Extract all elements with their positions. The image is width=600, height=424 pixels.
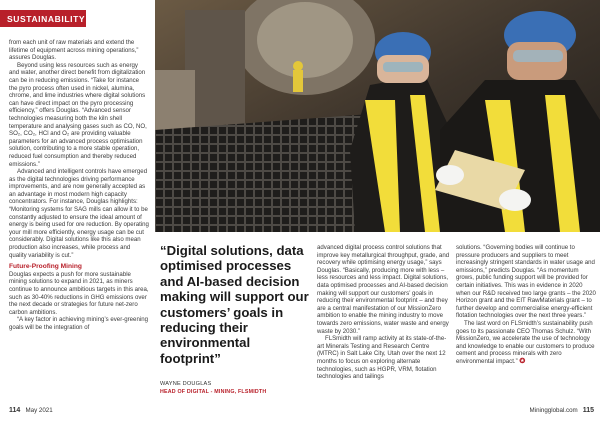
paragraph: Beyond using less resources such as energy and water, another direct benefit from digitalization can be in reducing emissions. “Take for instance the pyro process often used in nickel, alumina, chrome, and lime industries where digital solutions can have direct impact on the pyro processing efficiency,” offers Douglas. “Advanced sensor technologies measuring both the kiln shell temperature and analysing gases such as CO, NO, SO₂, CO₂, HCl and O₂ are providing valuable parameters for an advanced process optimisation solution, contributing to a more stable operation, reduced fuel consumption and thereby reduced emissions.” xyxy=(9,61,147,168)
page-number-right: 115 xyxy=(582,407,594,414)
site-name[interactable]: Miningglobal.com xyxy=(529,407,578,414)
page-number-left: 114 xyxy=(9,407,21,414)
paragraph: solutions. “Governing bodies will continue to pressure producers and suppliers to meet increasingly stringent standards in water usage and emissions,” predicts Douglas. “As momentum grows, public funding support will be provided for certain initiatives. This was in evidence in 2020 when our R&D received two large grants – the 2020 Horizon grant and the EIT RawMaterials grant – to further develop and commercialise energy-efficient flotation technologies over the next three years.” xyxy=(456,244,596,320)
paragraph: Douglas expects a push for more sustainable mining solutions to expand in 2021, as miners continue to announce ambitious targets in this area, such as 30-40% reductions in GHG emissions over the next decade or strategies for future net-zero carbon ambitions. xyxy=(9,270,149,316)
article-column-1 xyxy=(9,39,149,332)
paragraph: “A key factor in achieving mining’s ever-greening goals will be the integration of xyxy=(9,316,148,331)
footer-left xyxy=(9,407,53,414)
subheading: Future-Proofing Mining xyxy=(9,263,82,271)
paragraph xyxy=(456,320,596,366)
paragraph-text: The last word on FLSmidth’s sustainability push goes to its passionate CEO Thomas Schulz. “With MissionZero, we accelerate the use of technology and knowledge to enable our customers to produce cement and process minerals with zero environmental impact.” xyxy=(456,319,595,365)
quote-author-role: HEAD OF DIGITAL - MINING, FLSMIDTH xyxy=(160,389,267,395)
workers-photo-illustration xyxy=(155,0,600,232)
section-label: SUSTAINABILITY xyxy=(0,10,86,27)
article-column-3 xyxy=(317,244,450,381)
paragraph: advanced digital process control solutions that improve key metallurgical throughput, grade, and recovery while optimising energy usage,” says Douglas. “Basically, producing more with less – less resources and less impact. Digital solutions, data optimised processes and AI-based decision making will support our customers’ goals in reducing their environmental footprint – and they are a central manifestation of our MissionZero ambition to enable the mining industry to move towards zero emissions, water waste and energy waste by 2030.” xyxy=(317,244,450,335)
end-mark-icon: ✪ xyxy=(519,357,526,365)
paragraph: Advanced and intelligent controls have emerged as the digital technologies driving performance improvements, and are now generally accepted as an advantage in most modern high capacity concentrators. For instance, Douglas highlights: “Monitoring systems for SAG mills can allow it to be constantly adjusted to ensure the ideal amount of energy is being used for ore reduction. By operating your mill more efficiently, energy usage can be cut considerably. Digital solutions like this also mean production also increases, while process and quality variability is cut.” xyxy=(9,168,149,259)
article-column-4 xyxy=(456,244,596,366)
paragraph: FLSmidth will ramp activity at its state-of-the-art Minerals Testing and Research Centre (MTRC) in Salt Lake City, Utah over the next 12 months to focus on exploring alternate technologies, such as HGPR, VRM, flotation technologies and tailings xyxy=(317,335,447,381)
paragraph: from each unit of raw materials and extend the lifetime of equipment across mining operations,” assures Douglas. xyxy=(9,39,139,62)
article-photo xyxy=(155,0,600,232)
footer-right xyxy=(530,407,594,414)
issue-date: May 2021 xyxy=(25,407,53,414)
quote-author-name: WAYNE DOUGLAS xyxy=(160,381,212,387)
pull-quote: “Digital solutions, data optimised processes and AI-based decision making will support our customers’ goals in reducing their environmental footprint” xyxy=(160,243,309,366)
